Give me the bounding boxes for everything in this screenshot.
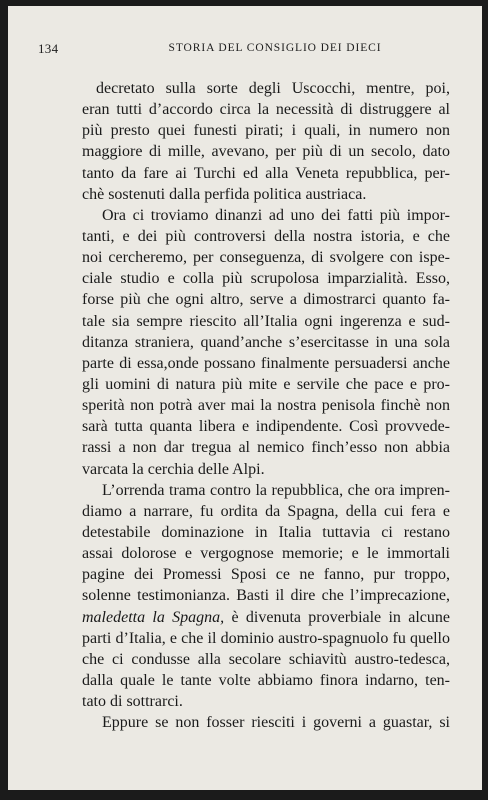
page-number: 134 — [38, 41, 59, 56]
italic-phrase: maledetta la Spagna, — [82, 608, 225, 626]
running-title: STORIA DEL CONSIGLIO DEI DIECI — [168, 42, 382, 54]
paragraph — [82, 712, 450, 733]
text-line: Eppure se non fosser riesciti i governi a guastar, si — [102, 714, 450, 732]
page-header — [38, 41, 456, 57]
text-line: più presto quei funesti pirati; i quali, in numero non — [82, 122, 450, 140]
text-line: solenne testimonianza. Basti il dire che l’imprecazione, — [82, 587, 450, 605]
text-line: decretato sulla sorte degli Uscocchi, mentre, poi, — [96, 80, 450, 97]
text-line: gli uomini di natura più mite e servile che pace e pro- — [82, 375, 450, 393]
text-line: che ci condusse alla secolare schiavitù austro-tedesca, — [82, 650, 450, 668]
text-line: diamo a narrare, fu ordita da Spagna, della cui fera e — [82, 502, 450, 520]
line-text: è divenuta proverbiale in alcune — [224, 608, 450, 626]
text-line: ditanza straniera, quand’anche s’esercitasse in una sola — [82, 333, 450, 351]
text-line: sperità non potrà aver mai la nostra penisola finchè non — [82, 397, 450, 415]
text-line: tato di sottrarci. — [82, 693, 183, 711]
text-line: rassi a non dar tregua al nemico finch’esso non abbia — [82, 439, 450, 457]
text-line: forse più che ogni altro, serve a dimostrarci quanto fa- — [82, 291, 450, 309]
text-line: maggiore di mille, avevano, per più di un secolo, dato — [82, 143, 450, 161]
paragraph — [82, 205, 450, 480]
text-line: parti d’Italia, e che il dominio austro-spagnuolo fu quello — [82, 629, 450, 647]
text-line: tanto da fare ai Turchi ed alla Veneta repubblica, per- — [82, 164, 450, 182]
text-line: parte di essa,onde possano finalmente persuadersi anche — [82, 354, 450, 372]
text-line: pagine dei Promessi Sposi ce ne fanno, pur troppo, — [82, 566, 450, 584]
text-line: noi cercheremo, per conseguenza, di svolgere con ispe- — [82, 249, 450, 267]
text-line: detestabile dominazione in Italia tuttavia ci restano — [82, 523, 450, 541]
text-line: eran tutti d’accordo circa la necessità di distruggere al — [82, 101, 450, 119]
paragraph — [82, 480, 450, 713]
text-line: tale sia sempre riescito all’Italia ogni ingerenza e sud- — [82, 312, 450, 330]
text-line: Ora ci troviamo dinanzi ad uno dei fatti più impor- — [102, 206, 450, 224]
paragraph — [82, 78, 450, 205]
text-line: dalla quale le tante volte abbiamo finora indarno, ten- — [82, 671, 450, 689]
text-line — [82, 607, 450, 628]
text-line: assai dolorose e vergognose memorie; e le immortali — [82, 545, 450, 563]
book-page — [8, 6, 482, 790]
text-line: chè sostenuti dalla perfida politica austriaca. — [82, 185, 367, 203]
text-line: varcata la cerchia delle Alpi. — [82, 460, 265, 478]
body-text — [82, 78, 450, 733]
text-line: ciale studio e colla più scrupolosa imparzialità. Esso, — [82, 270, 450, 288]
text-line: sarà tutta quanta libera e indipendente. Così provvede- — [82, 418, 450, 436]
text-line: tanti, e dei più controversi della nostra istoria, e che — [82, 227, 450, 245]
text-line: L’orrenda trama contro la repubblica, che ora impren- — [102, 481, 450, 499]
